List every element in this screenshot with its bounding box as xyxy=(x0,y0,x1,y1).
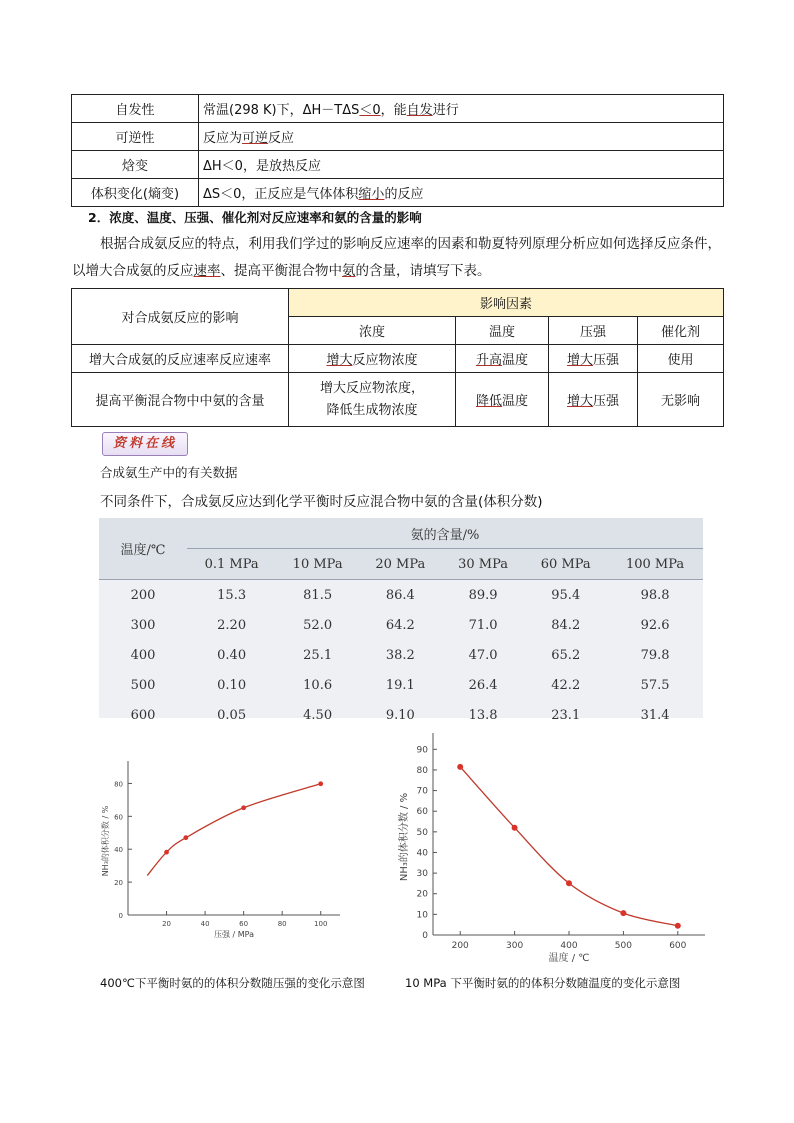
column-header: 压强 xyxy=(549,317,638,345)
cell xyxy=(549,345,638,373)
cell: 19.1 xyxy=(385,677,415,693)
cell xyxy=(289,345,456,373)
cell: 98.8 xyxy=(607,580,703,611)
row-content xyxy=(199,151,724,179)
x-tick-label: 20 xyxy=(162,920,172,928)
table-corner: 对合成氨反应的影响 xyxy=(72,289,289,345)
row-header: 温度/℃ xyxy=(120,543,166,558)
y-tick-label: 10 xyxy=(416,910,428,921)
column-header: 30 MPa xyxy=(458,556,508,572)
text: ΔS＜0，正反应是气体体积 xyxy=(203,187,359,202)
row-label: 300 xyxy=(130,617,156,633)
chart-caption: 400℃下平衡时氨的的体积分数随压强的变化示意图 xyxy=(100,976,365,990)
column-header: 温度 xyxy=(456,317,549,345)
cell: 10.6 xyxy=(303,677,333,693)
factors-table xyxy=(71,288,724,427)
underlined-text: 缩小 xyxy=(358,187,385,202)
data-point xyxy=(457,764,463,770)
cell: 47.0 xyxy=(468,647,498,663)
y-tick-label: 0 xyxy=(118,912,123,920)
data-point xyxy=(675,923,681,929)
y-tick-label: 80 xyxy=(114,780,123,789)
cell xyxy=(549,373,638,427)
cell: 9.10 xyxy=(385,707,415,723)
cell: 89.9 xyxy=(442,580,525,611)
cell xyxy=(456,345,549,373)
row-label: 600 xyxy=(130,707,156,723)
data-point xyxy=(620,910,626,916)
data-point xyxy=(183,835,188,840)
cell: 71.0 xyxy=(468,617,498,633)
column-header: 0.1 MPa xyxy=(204,556,259,572)
column-header: 10 MPa xyxy=(292,556,343,572)
cell: 57.5 xyxy=(640,677,670,693)
text: 、提高平衡混合物中 xyxy=(220,263,342,279)
cell: 38.2 xyxy=(385,647,415,663)
data-point xyxy=(164,850,169,855)
underlined-text: 增大 xyxy=(566,353,593,368)
y-tick-label: 60 xyxy=(114,813,123,822)
text: 反应为 xyxy=(203,131,243,146)
y-tick-label: 80 xyxy=(416,765,428,776)
chart-caption: 10 MPa 下平衡时氨的的体积分数随温度的变化示意图 xyxy=(405,976,681,990)
table-row xyxy=(99,580,703,611)
cell: 52.0 xyxy=(303,617,333,633)
text: 增大反应物浓度， xyxy=(319,380,424,396)
cell: 81.5 xyxy=(276,580,359,611)
row-label: 焓变 xyxy=(72,151,199,179)
cell: 31.4 xyxy=(640,707,670,723)
cell: 4.50 xyxy=(303,707,333,723)
cell: 0.10 xyxy=(217,677,247,693)
series-line xyxy=(460,767,678,926)
y-tick-label: 40 xyxy=(416,848,428,859)
x-axis-label: 压强 / MPa xyxy=(213,930,255,939)
underlined-text: 速率 xyxy=(193,263,221,279)
x-tick-label: 40 xyxy=(200,920,210,928)
y-tick-label: 90 xyxy=(416,745,428,756)
table-row xyxy=(72,95,724,123)
text: 压强 xyxy=(593,353,620,368)
row-content xyxy=(199,123,724,151)
text: 压强 xyxy=(593,394,620,409)
underlined-text: 自发 xyxy=(406,103,433,118)
cell: 无影响 xyxy=(638,373,724,427)
data-point xyxy=(566,880,572,886)
column-header: 100 MPa xyxy=(625,556,685,572)
cell: 84.2 xyxy=(551,617,581,633)
table-row xyxy=(72,151,724,179)
y-tick-label: 50 xyxy=(416,827,428,838)
row-label: 提高平衡混合物中中氨的含量 xyxy=(72,373,289,427)
x-tick-label: 200 xyxy=(451,941,469,951)
text: 反应 xyxy=(268,131,295,146)
underlined-text: 降低 xyxy=(475,394,502,409)
cell: 25.1 xyxy=(303,647,333,663)
y-tick-label: 40 xyxy=(114,846,123,855)
column-header: 浓度 xyxy=(289,317,456,345)
data-title: 合成氨生产中的有关数据 xyxy=(100,465,238,480)
x-tick-label: 400 xyxy=(560,941,578,951)
cell: 23.1 xyxy=(551,707,581,723)
cell: 2.20 xyxy=(217,617,247,633)
row-content xyxy=(199,95,724,123)
ammonia-content-table xyxy=(99,518,703,723)
ziliao-banner: 资料在线 xyxy=(102,432,188,456)
table-row xyxy=(99,610,703,640)
section-paragraph xyxy=(72,231,724,285)
y-axis-label: NH₃的体积分数 / % xyxy=(399,792,410,882)
x-tick-label: 80 xyxy=(277,920,287,928)
text: 根据合成氨反应的特点，利用我们学过的影响反应速率的因素和勒夏特列原理分析应如何选择反应条件，以增大合成氨的反应 xyxy=(72,236,721,279)
text: 的反应 xyxy=(384,187,424,202)
cell: 79.8 xyxy=(640,647,670,663)
text: 温度 xyxy=(502,353,529,368)
table-row xyxy=(99,640,703,670)
column-header: 催化剂 xyxy=(638,317,724,345)
y-tick-label: 70 xyxy=(416,786,428,797)
row-content xyxy=(199,179,724,207)
cell: 26.4 xyxy=(468,677,498,693)
x-tick-label: 300 xyxy=(506,941,524,951)
y-tick-label: 30 xyxy=(416,869,428,880)
y-tick-label: 60 xyxy=(416,807,428,818)
cell: 64.2 xyxy=(385,617,415,633)
row-label: 增大合成氨的反应速率反应速率 xyxy=(72,345,289,373)
temperature-chart xyxy=(395,725,715,970)
x-tick-label: 100 xyxy=(314,920,328,928)
data-point xyxy=(512,825,518,831)
row-label: 500 xyxy=(130,677,156,693)
table-row xyxy=(72,345,724,373)
cell: 42.2 xyxy=(551,677,581,693)
group-header: 氨的含量/% xyxy=(187,518,703,549)
y-tick-label: 20 xyxy=(114,879,123,888)
underlined-text: 增大 xyxy=(326,353,353,368)
text: ，能 xyxy=(380,103,407,118)
cell xyxy=(456,373,549,427)
underlined-text: 增大 xyxy=(566,394,593,409)
row-label: 可逆性 xyxy=(72,123,199,151)
text: ΔH＜0，是放热反应 xyxy=(203,159,321,174)
cell: 65.2 xyxy=(551,647,581,663)
row-label: 400 xyxy=(130,647,156,663)
cell: 92.6 xyxy=(640,617,670,633)
text: 进行 xyxy=(432,103,459,118)
text: 反应物浓度 xyxy=(352,353,418,368)
text: 温度 xyxy=(502,394,529,409)
row-label: 200 xyxy=(99,580,187,611)
cell: 13.8 xyxy=(468,707,498,723)
row-label: 体积变化(熵变) xyxy=(72,179,199,207)
text: 的含量，请填写下表。 xyxy=(355,263,491,279)
row-label: 自发性 xyxy=(72,95,199,123)
text: 常温(298 K)下，ΔH－TΔS xyxy=(203,103,360,118)
properties-table xyxy=(71,94,724,207)
section-heading: 2．浓度、温度、压强、催化剂对反应速率和氨的含量的影响 xyxy=(88,210,422,225)
x-tick-label: 500 xyxy=(614,941,632,951)
cell xyxy=(289,373,456,427)
table-row xyxy=(72,373,724,427)
cell: 0.05 xyxy=(217,707,247,723)
column-header: 60 MPa xyxy=(540,556,591,572)
data-point xyxy=(241,805,246,810)
cell: 86.4 xyxy=(359,580,442,611)
table-row xyxy=(99,670,703,700)
x-axis-label: 温度 / ℃ xyxy=(548,953,590,964)
cell: 15.3 xyxy=(187,580,276,611)
data-subtitle: 不同条件下，合成氨反应达到化学平衡时反应混合物中氨的含量(体积分数) xyxy=(100,494,543,510)
x-tick-label: 600 xyxy=(669,941,687,951)
x-tick-label: 60 xyxy=(239,920,249,928)
text: 降低生成物浓度 xyxy=(326,402,418,418)
y-tick-label: 0 xyxy=(422,931,428,941)
y-tick-label: 20 xyxy=(416,889,428,900)
underlined-text: 可逆 xyxy=(242,131,269,146)
series-line xyxy=(147,784,320,876)
data-point xyxy=(318,781,323,786)
underlined-text: ＜0 xyxy=(359,103,381,118)
column-header: 20 MPa xyxy=(375,556,426,572)
table-row xyxy=(72,123,724,151)
cell: 使用 xyxy=(638,345,724,373)
table-row xyxy=(72,179,724,207)
cell: 95.4 xyxy=(524,580,607,611)
group-header: 影响因素 xyxy=(289,289,724,317)
cell: 0.40 xyxy=(217,647,247,663)
underlined-text: 氨 xyxy=(342,263,356,279)
underlined-text: 升高 xyxy=(475,353,502,368)
y-axis-label: NH₃的体积分数 / % xyxy=(101,805,110,877)
pressure-chart xyxy=(100,745,350,945)
